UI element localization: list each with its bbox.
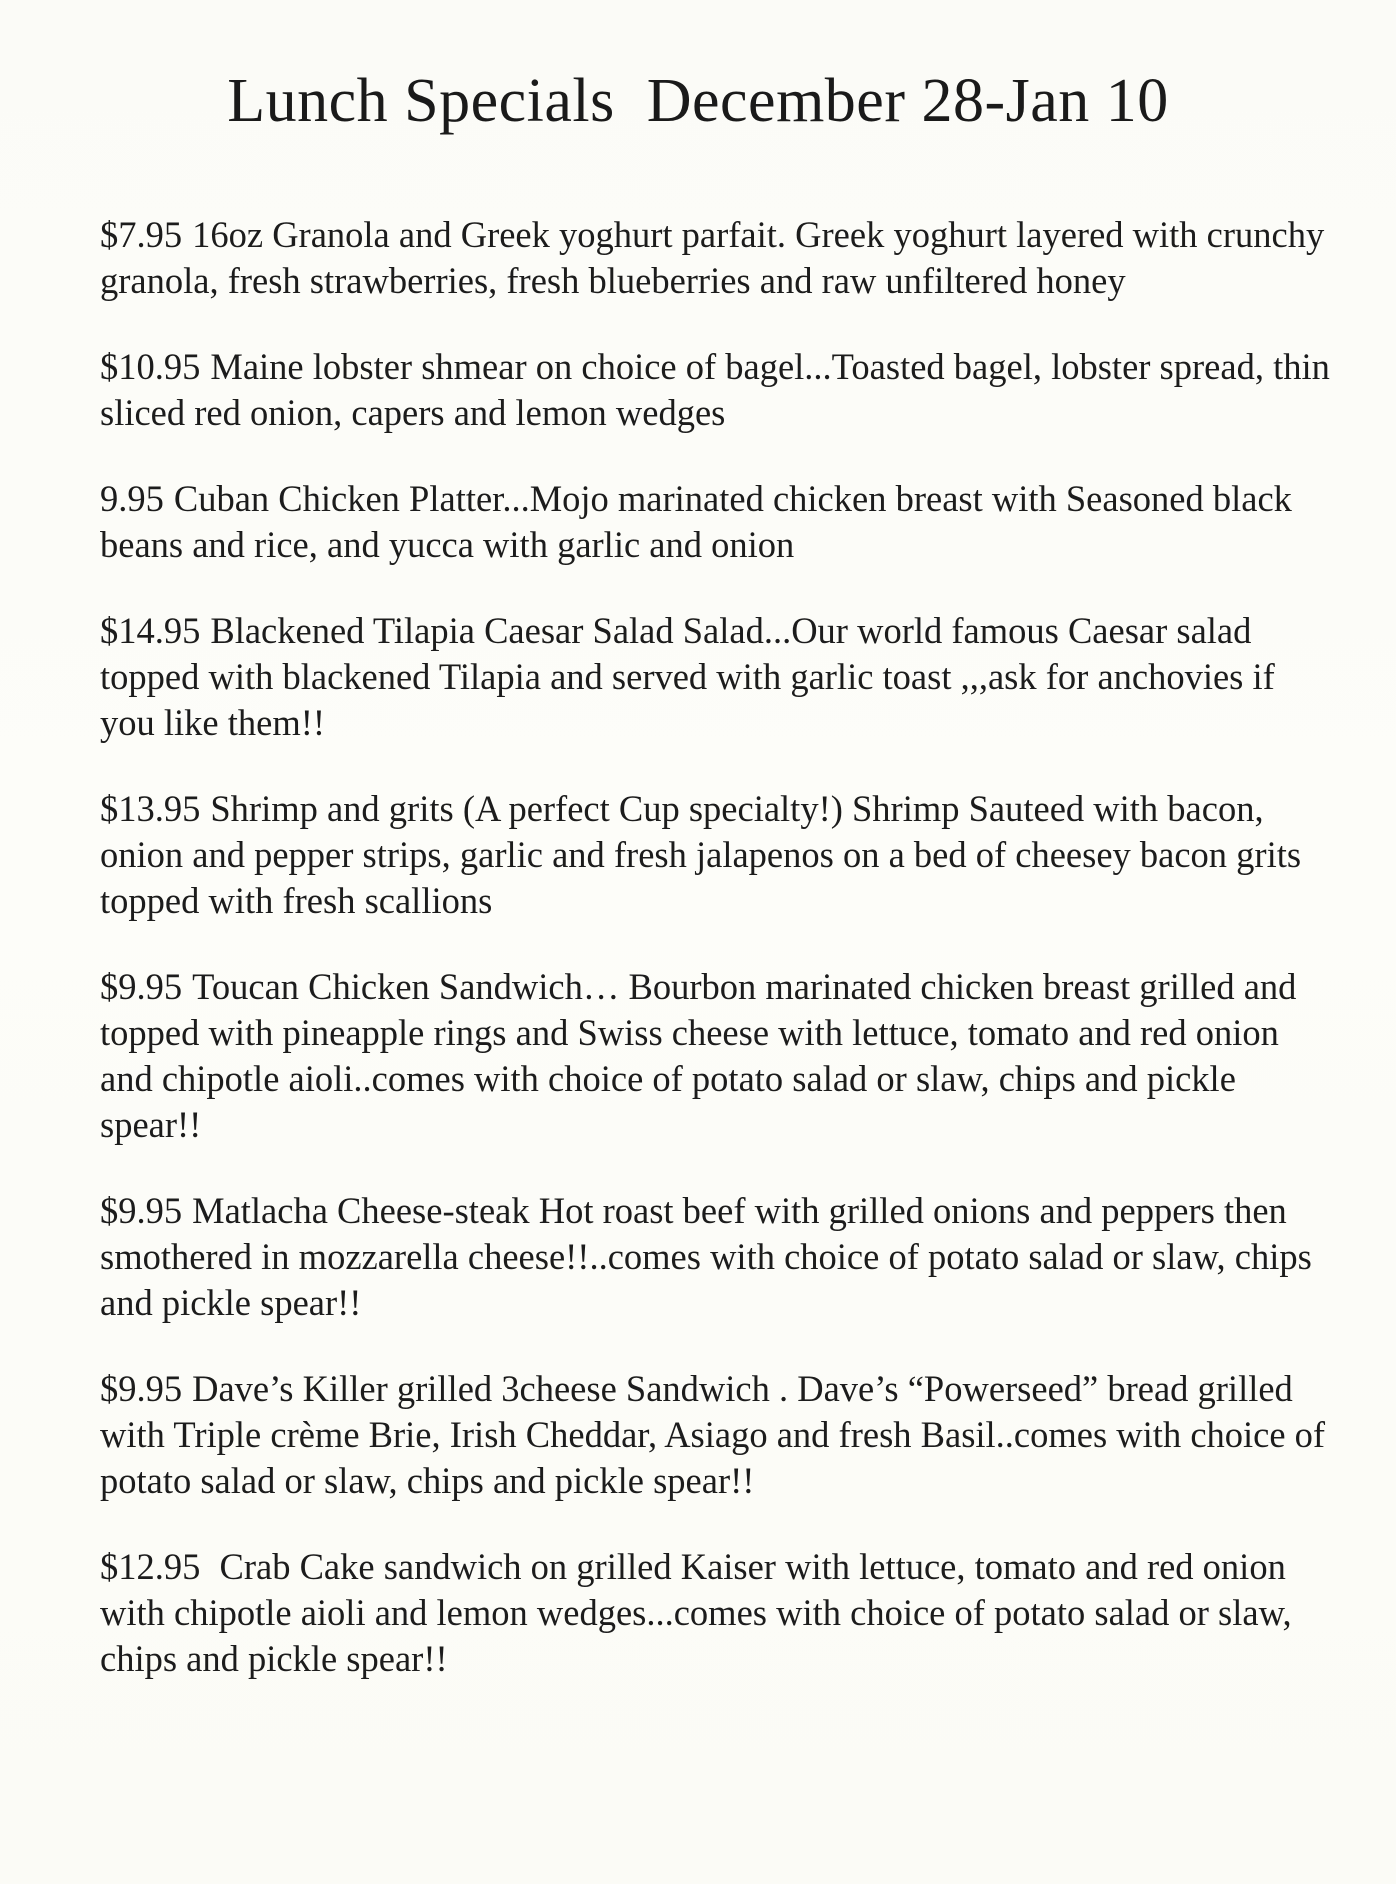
menu-item-description: Toucan Chicken Sandwich… Bourbon marinated chicken breast grilled and topped with pineapple rings and Swiss cheese with lettuce, tomato and red onion and chipotle aioli..comes with choice of potato salad or slaw, chips and pickle spear!! bbox=[100, 966, 1297, 1145]
menu-item-tilapia-caesar bbox=[100, 608, 1330, 746]
menu-item-description: Maine lobster shmear on choice of bagel...Toasted bagel, lobster spread, thin sliced red onion, capers and lemon wedges bbox=[100, 346, 1330, 433]
menu-item-description: Dave’s Killer grilled 3cheese Sandwich . Dave’s “Powerseed” bread grilled with Triple crème Brie, Irish Cheddar, Asiago and fresh Basil..comes with choice of potato salad or slaw, chips and pickle spear!! bbox=[100, 1368, 1326, 1501]
menu-item-description: Shrimp and grits (A perfect Cup specialty!) Shrimp Sauteed with bacon, onion and pepper strips, garlic and fresh jalapenos on a bed of cheesey bacon grits topped with fresh scallions bbox=[100, 788, 1302, 921]
menu-items bbox=[100, 212, 1330, 1722]
menu-item-cheese-steak bbox=[100, 1188, 1330, 1326]
menu-item-cuban-chicken bbox=[100, 476, 1330, 568]
menu-item-parfait bbox=[100, 212, 1330, 304]
menu-item-price: $7.95 bbox=[100, 214, 183, 255]
menu-item-description: 16oz Granola and Greek yoghurt parfait. Greek yoghurt layered with crunchy granola, fresh strawberries, fresh blueberries and raw unfiltered honey bbox=[100, 214, 1325, 301]
menu-item-description: Blackened Tilapia Caesar Salad Salad...Our world famous Caesar salad topped with blackened Tilapia and served with garlic toast ,,,ask for anchovies if you like them!! bbox=[100, 610, 1275, 743]
menu-title: Lunch Specials December 28-Jan 10 bbox=[227, 67, 1169, 135]
menu-item-toucan-chicken bbox=[100, 964, 1330, 1148]
menu-item-grilled-cheese bbox=[100, 1366, 1330, 1504]
menu-item-crab-cake bbox=[100, 1544, 1330, 1682]
menu-item-shrimp-grits bbox=[100, 786, 1330, 924]
menu-item-price: 9.95 bbox=[100, 478, 164, 519]
menu-item-price: $9.95 bbox=[100, 1368, 183, 1409]
menu-item-price: $13.95 bbox=[100, 788, 201, 829]
menu-item-lobster-shmear bbox=[100, 344, 1330, 436]
menu-item-price: $14.95 bbox=[100, 610, 201, 651]
menu-item-price: $10.95 bbox=[100, 346, 201, 387]
menu-item-description: Crab Cake sandwich on grilled Kaiser with lettuce, tomato and red onion with chipotle aioli and lemon wedges...comes with choice of potato salad or slaw, chips and pickle spear!! bbox=[100, 1546, 1292, 1679]
menu-item-price: $12.95 bbox=[100, 1546, 201, 1587]
menu-item-price: $9.95 bbox=[100, 1190, 183, 1231]
menu-item-price: $9.95 bbox=[100, 966, 183, 1007]
menu-item-description: Matlacha Cheese-steak Hot roast beef with grilled onions and peppers then smothered in mozzarella cheese!!..comes with choice of potato salad or slaw, chips and pickle spear!! bbox=[100, 1190, 1312, 1323]
menu-item-description: Cuban Chicken Platter...Mojo marinated chicken breast with Seasoned black beans and rice, and yucca with garlic and onion bbox=[100, 478, 1292, 565]
